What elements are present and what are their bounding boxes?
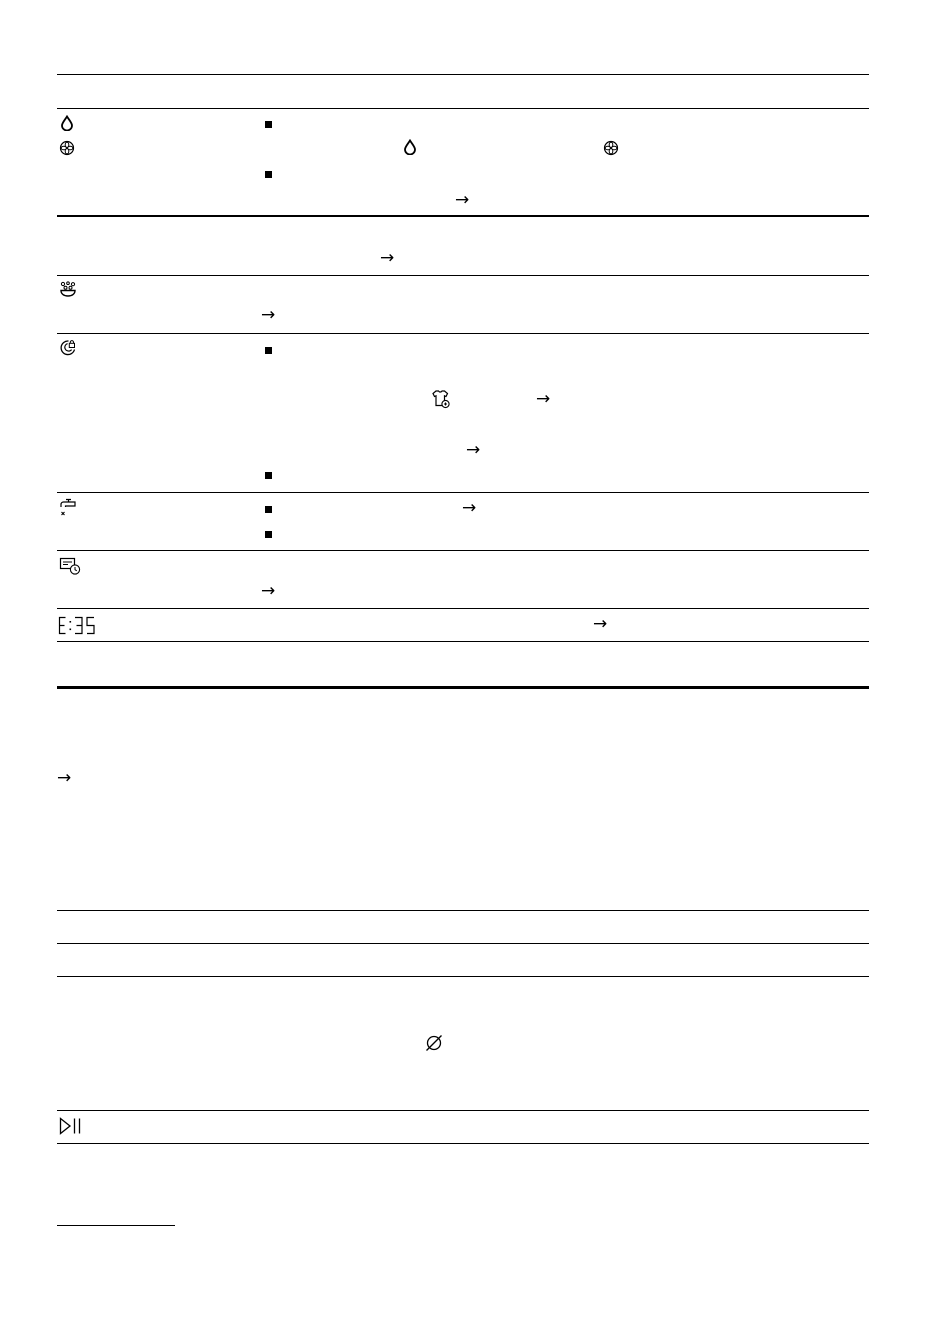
- fan-icon: [603, 140, 619, 156]
- water-drop-icon: [403, 139, 417, 155]
- shirt-badge-icon: [431, 389, 451, 409]
- table-bottom-rule: [57, 686, 869, 689]
- row-separator: [57, 275, 869, 276]
- table2-row-separator: [57, 1110, 869, 1111]
- tap-cross-icon: [59, 497, 77, 517]
- play-pause-icon: [59, 1117, 83, 1135]
- bullet-marker: [265, 347, 272, 354]
- arrow-icon: →: [261, 581, 276, 601]
- row-separator: [57, 333, 869, 334]
- arrow-icon: →: [462, 498, 477, 518]
- bullet-marker: [265, 506, 272, 513]
- table-header-rule: [57, 108, 869, 109]
- no-symbol-icon: [424, 1033, 444, 1053]
- bubbles-basin-icon: [59, 281, 77, 297]
- arrow-icon: →: [466, 440, 481, 460]
- bullet-marker: [265, 121, 272, 128]
- row-separator: [57, 641, 869, 642]
- arrow-icon: →: [261, 305, 276, 325]
- row-separator: [57, 550, 869, 551]
- table2-row-separator: [57, 976, 869, 977]
- row-separator: [57, 492, 869, 493]
- row-separator: [57, 215, 869, 217]
- fan-icon: [59, 140, 75, 156]
- bullet-marker: [265, 531, 272, 538]
- row-separator: [57, 608, 869, 609]
- arrow-icon: →: [536, 389, 551, 409]
- error-code-display-icon: [57, 615, 101, 636]
- arrow-icon: →: [593, 614, 608, 634]
- table2-row-separator: [57, 943, 869, 944]
- arrow-icon: →: [455, 190, 470, 210]
- table-top-rule: [57, 74, 869, 75]
- bullet-marker: [265, 472, 272, 479]
- table2-bottom-rule: [57, 1143, 869, 1144]
- night-lock-icon: [59, 339, 76, 356]
- arrow-icon: →: [57, 768, 72, 788]
- table2-top-rule: [57, 910, 869, 911]
- footnote-separator: [57, 1225, 175, 1226]
- bullet-marker: [265, 171, 272, 178]
- detergent-clock-icon: [59, 557, 81, 576]
- arrow-icon: →: [380, 248, 395, 268]
- water-drop-icon: [60, 115, 74, 131]
